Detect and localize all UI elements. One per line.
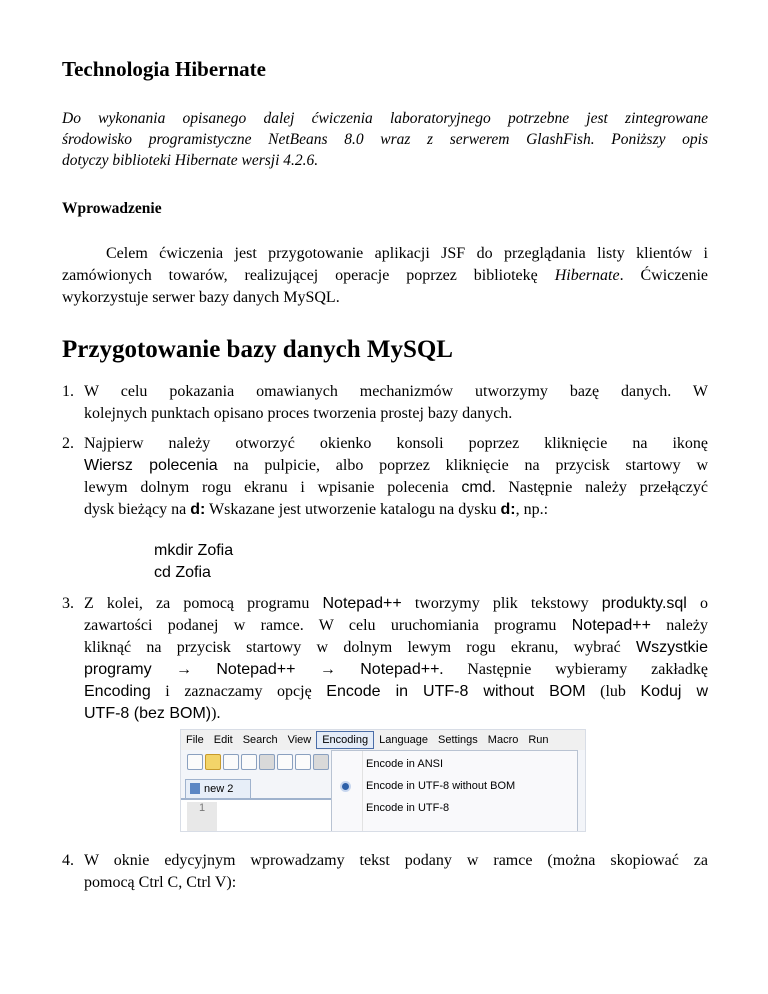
intro-line: środowisko programistyczne NetBeans 8.0 wraz z serwerem GlashFish. Poniższy opis <box>62 131 708 148</box>
document-title: Technologia Hibernate <box>62 57 266 81</box>
intro-heading: Wprowadzenie <box>62 200 162 217</box>
selected-bullet-icon <box>342 783 349 790</box>
encode-ansi-option[interactable]: Encode in ANSI <box>366 758 444 770</box>
menu-bar <box>181 730 585 750</box>
notepad-screenshot <box>180 729 586 832</box>
item-line: lewym dolnym rogu ekranu i wpisanie polecenia cmd. Następnie należy przełączyć <box>84 479 708 496</box>
menu-edit[interactable]: Edit <box>213 734 233 746</box>
menu-language[interactable]: Language <box>379 734 429 746</box>
intro-paragraph <box>62 243 708 309</box>
line-number: 1 <box>199 802 206 814</box>
open-file-icon[interactable] <box>205 754 221 770</box>
encoding-dropdown <box>331 750 578 832</box>
close-icon[interactable] <box>259 754 275 770</box>
intro-line: dotyczy biblioteki Hibernate wersji 4.2.6. <box>62 152 319 169</box>
menu-encoding[interactable]: Encoding <box>316 731 374 749</box>
item-line: kliknąć na przycisk startowy w dolnym lewym rogu ekranu, wybrać Wszystkie <box>84 639 708 656</box>
menu-run[interactable]: Run <box>528 734 549 746</box>
item-line: pomocą Ctrl C, Ctrl V): <box>84 874 237 891</box>
save-all-icon[interactable] <box>241 754 257 770</box>
toolbar <box>181 750 337 774</box>
item-line: zawartości podanej w ramce. W celu uruchomiania programu Notepad++ należy <box>84 617 709 634</box>
menu-settings[interactable]: Settings <box>438 734 478 746</box>
item-line: Najpierw należy otworzyć okienko konsoli poprzez kliknięcie na ikonę <box>84 435 708 452</box>
item-line: Wiersz polecenia na pulpicie, albo poprzez kliknięcie na przycisk startowy w <box>84 457 709 474</box>
file-tab-icon <box>190 783 200 794</box>
paragraph-line: zamówionych towarów, realizującej operacje poprzez bibliotekę Hibernate. Ćwiczenie <box>62 267 708 284</box>
item-line: Z kolei, za pomocą programu Notepad++ tworzymy plik tekstowy produkty.sql o <box>84 595 708 612</box>
encode-utf8-without-bom-option[interactable]: Encode in UTF-8 without BOM <box>366 780 516 792</box>
item-number: 4. <box>62 852 74 869</box>
item-number: 3. <box>62 595 74 612</box>
print-icon[interactable] <box>295 754 311 770</box>
line-number-gutter <box>187 802 217 832</box>
item-line: UTF-8 (bez BOM)). <box>84 705 221 722</box>
item-line: Encoding i zaznaczamy opcję Encode in UTF-8 without BOM (lub Koduj w <box>84 683 708 700</box>
menu-file[interactable]: File <box>186 734 204 746</box>
editor-area[interactable] <box>181 798 331 832</box>
intro-note <box>62 108 708 171</box>
code-line: mkdir Zofia <box>154 542 234 559</box>
encode-utf8-option[interactable]: Encode in UTF-8 <box>366 802 450 814</box>
section-heading: Przygotowanie bazy danych MySQL <box>62 336 453 363</box>
item-number: 1. <box>62 383 74 400</box>
paragraph-line: wykorzystuje serwer bazy danych MySQL. <box>62 289 340 306</box>
save-icon[interactable] <box>223 754 239 770</box>
menu-macro[interactable]: Macro <box>487 734 519 746</box>
menu-search[interactable]: Search <box>242 734 278 746</box>
item-line: kolejnych punktach opisano proces tworzenia prostej bazy danych. <box>84 405 513 422</box>
tab-new-2[interactable] <box>185 779 251 798</box>
item-line: W celu pokazania omawianych mechanizmów utworzymy bazę danych. W <box>84 383 708 400</box>
item-line: programy → Notepad++ → Notepad++. Następnie wybieramy zakładkę <box>84 661 708 678</box>
close-all-icon[interactable] <box>277 754 293 770</box>
menu-view[interactable]: View <box>287 734 312 746</box>
item-line: dysk bieżący na d: Wskazane jest utworzenie katalogu na dysku d:, np.: <box>84 501 549 518</box>
dropdown-separator <box>362 751 363 832</box>
code-block <box>154 540 233 584</box>
new-file-icon[interactable] <box>187 754 203 770</box>
item-line: W oknie edycyjnym wprowadzamy tekst podany w ramce (można skopiować za <box>84 852 708 869</box>
code-line: cd Zofia <box>154 564 211 581</box>
paragraph-line: Celem ćwiczenia jest przygotowanie aplikacji JSF do przeglądania listy klientów i <box>106 245 708 262</box>
item-number: 2. <box>62 435 74 452</box>
tab-label: new 2 <box>204 783 234 795</box>
intro-line: Do wykonania opisanego dalej ćwiczenia laboratoryjnego potrzebne jest zintegrowane <box>62 110 708 127</box>
cut-icon[interactable] <box>313 754 329 770</box>
